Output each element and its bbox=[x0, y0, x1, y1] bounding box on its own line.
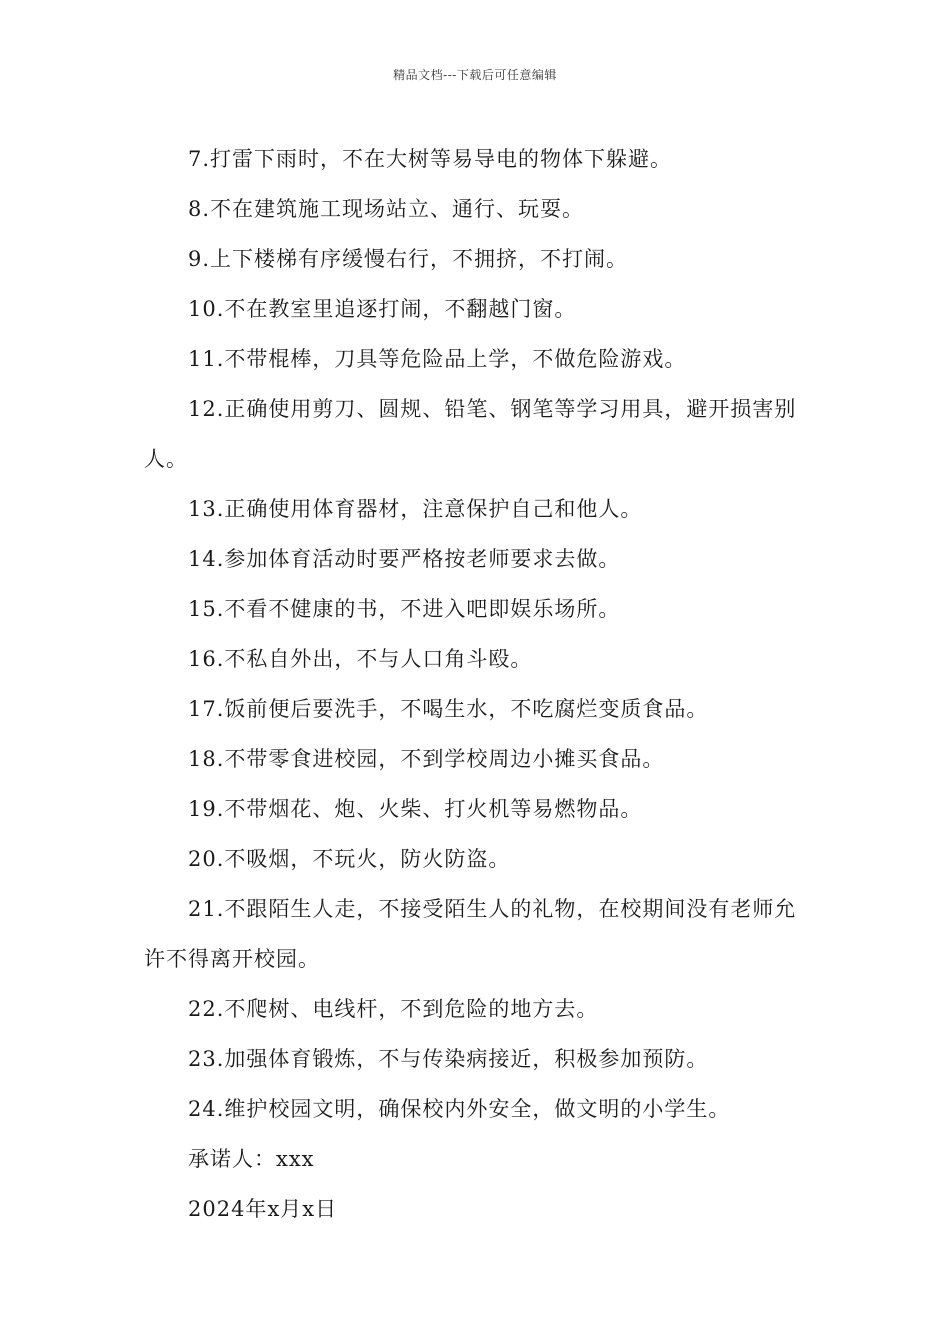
page-header: 精品文档---下载后可任意编辑 bbox=[393, 68, 557, 82]
list-item: 22.不爬树、电线杆，不到危险的地方去。 bbox=[188, 997, 599, 1021]
list-item: 18.不带零食进校园，不到学校周边小摊买食品。 bbox=[188, 747, 665, 771]
list-item: 21.不跟陌生人走，不接受陌生人的礼物，在校期间没有老师允许不得离开校园。 bbox=[144, 897, 797, 971]
list-item: 16.不私自外出，不与人口角斗殴。 bbox=[188, 647, 533, 671]
list-item: 12.正确使用剪刀、圆规、铅笔、钢笔等学习用具，避开损害别人。 bbox=[144, 397, 797, 471]
list-item: 9.上下楼梯有序缓慢右行，不拥挤，不打闹。 bbox=[188, 247, 629, 271]
list-item: 24.维护校园文明，确保校内外安全，做文明的小学生。 bbox=[188, 1097, 731, 1121]
date-line: 2024年x月x日 bbox=[188, 1197, 338, 1221]
list-item: 7.打雷下雨时，不在大树等易导电的物体下躲避。 bbox=[188, 147, 673, 171]
list-item: 11.不带棍棒，刀具等危险品上学，不做危险游戏。 bbox=[188, 347, 687, 371]
promiser-line: 承诺人：xxx bbox=[188, 1147, 315, 1171]
list-item: 8.不在建筑施工现场站立、通行、玩耍。 bbox=[188, 197, 585, 221]
list-item: 10.不在教室里追逐打闹，不翻越门窗。 bbox=[188, 297, 577, 321]
list-item: 17.饭前便后要洗手，不喝生水，不吃腐烂变质食品。 bbox=[188, 697, 709, 721]
list-item: 20.不吸烟，不玩火，防火防盗。 bbox=[188, 847, 511, 871]
document-body bbox=[144, 134, 812, 1234]
list-item: 23.加强体育锻炼，不与传染病接近，积极参加预防。 bbox=[188, 1047, 709, 1071]
list-item: 13.正确使用体育器材，注意保护自己和他人。 bbox=[188, 497, 643, 521]
list-item: 15.不看不健康的书，不进入吧即娱乐场所。 bbox=[188, 597, 621, 621]
list-item: 19.不带烟花、炮、火柴、打火机等易燃物品。 bbox=[188, 797, 643, 821]
list-item: 14.参加体育活动时要严格按老师要求去做。 bbox=[188, 547, 621, 571]
